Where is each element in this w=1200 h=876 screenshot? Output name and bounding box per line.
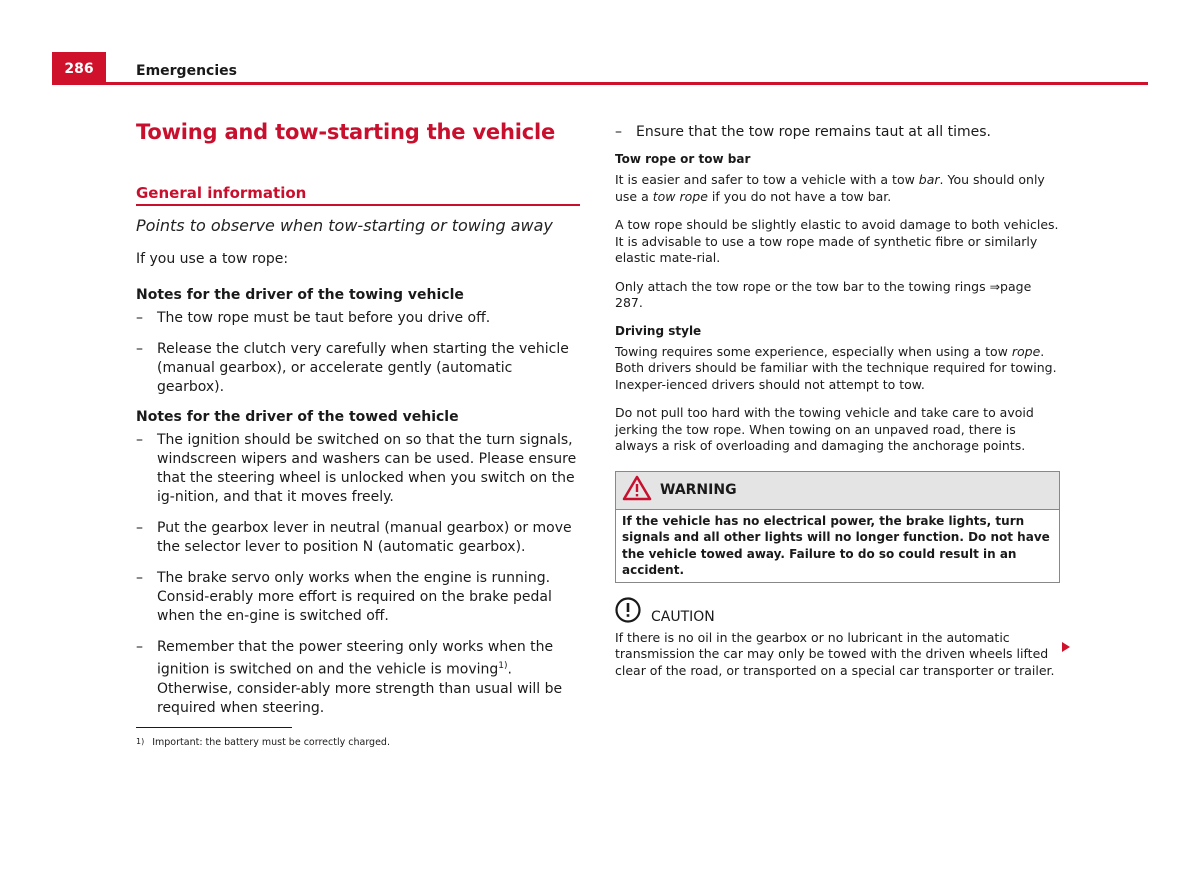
header-rule [52,82,1148,85]
left-column [136,120,580,730]
group-title-towing: Notes for the driver of the towing vehicle [136,287,464,303]
group-title-towed: Notes for the driver of the towed vehicle [136,409,459,425]
sub-heading: General information [136,184,580,206]
list-item: – The ignition should be switched on so that the turn signals, windscreen wipers and washers can be used. Please ensure that the steering wheel is unlocked when you switch on the ig-nition, and that it moves freely. [136,431,580,507]
paragraph: Do not pull too hard with the towing vehicle and take care to avoid jerking the tow rope. When towing on an unpaved road, there is always a risk of overloading and damaging the anchorage points. [615,405,1034,453]
italic-subtitle: Points to observe when tow-starting or towing away [136,216,553,235]
right-column [615,124,1060,679]
list-item: – Release the clutch very carefully when starting the vehicle (manual gearbox), or accelerate gently (automatic gearbox). [136,340,580,397]
list-towing-driver [136,309,580,397]
warning-label: WARNING [660,482,737,498]
caution-text: If there is no oil in the gearbox or no lubricant in the automatic transmission the car may only be towed with the driven wheels lifted clear of the road, or transported on a special car transporter or trailer. [615,629,1055,678]
footnote-reference[interactable]: 1) [498,661,508,671]
paragraph-page-reference[interactable]: Only attach the tow rope or the tow bar to the towing rings ⇒page 287. [615,278,1032,310]
next-page-arrow-icon[interactable] [1062,642,1070,652]
footnote-rule [136,727,292,728]
list-item: – The tow rope must be taut before you drive off. [136,309,580,328]
caution-header [615,597,1060,627]
list-item-power-steering [136,638,580,718]
intro-text: If you use a tow rope: [136,251,289,267]
warning-triangle-icon [622,475,652,505]
page-title: Towing and tow-starting the vehicle [136,120,556,144]
footnote-text: Important: the battery must be correctly charged. [152,737,390,748]
warning-text: If the vehicle has no electrical power, the brake lights, turn signals and all other lights will no longer function. Do not have the vehicle towed away. Failure to do so could result in an accident. [622,513,1050,577]
list-item: – Ensure that the tow rope remains taut at all times. [615,124,1060,140]
list-item: – Put the gearbox lever in neutral (manual gearbox) or move the selector lever to position N (automatic gearbox). [136,519,580,557]
warning-header [616,472,1059,510]
caution-exclamation-icon [615,597,641,627]
list-towed-driver [136,431,580,718]
list-item: – The brake servo only works when the engine is running. Consid-erably more effort is required on the brake pedal when the en-gine is switched off. [136,569,580,626]
paragraph: A tow rope should be slightly elastic to avoid damage to both vehicles. It is advisable to use a tow rope made of synthetic fibre or similarly elastic mate-rial. [615,217,1059,265]
section-name: Emergencies [136,63,237,79]
caution-label: CAUTION [651,608,715,625]
paragraph: It is easier and safer to tow a vehicle with a tow bar. You should only use a tow rope if you do not have a tow bar. [615,172,1045,204]
footnote-mark: 1) [136,737,145,746]
warning-box [615,471,1060,583]
list-item-text-cont: . Otherwise, consider-ably more strength than usual will be required when steering. [157,661,563,716]
list-item-text: Remember that the power steering only works when the ignition is switched on and the vehicle is moving [157,639,554,678]
section-heading-tow-rope: Tow rope or tow bar [615,152,751,166]
paragraph: Towing requires some experience, especially when using a tow rope. Both drivers should be familiar with the technique required for towing. Inexper-ienced drivers should not attempt to tow. [615,343,1057,392]
page-number: 286 [52,52,106,85]
footnote [136,737,390,748]
section-heading-driving-style: Driving style [615,323,702,338]
